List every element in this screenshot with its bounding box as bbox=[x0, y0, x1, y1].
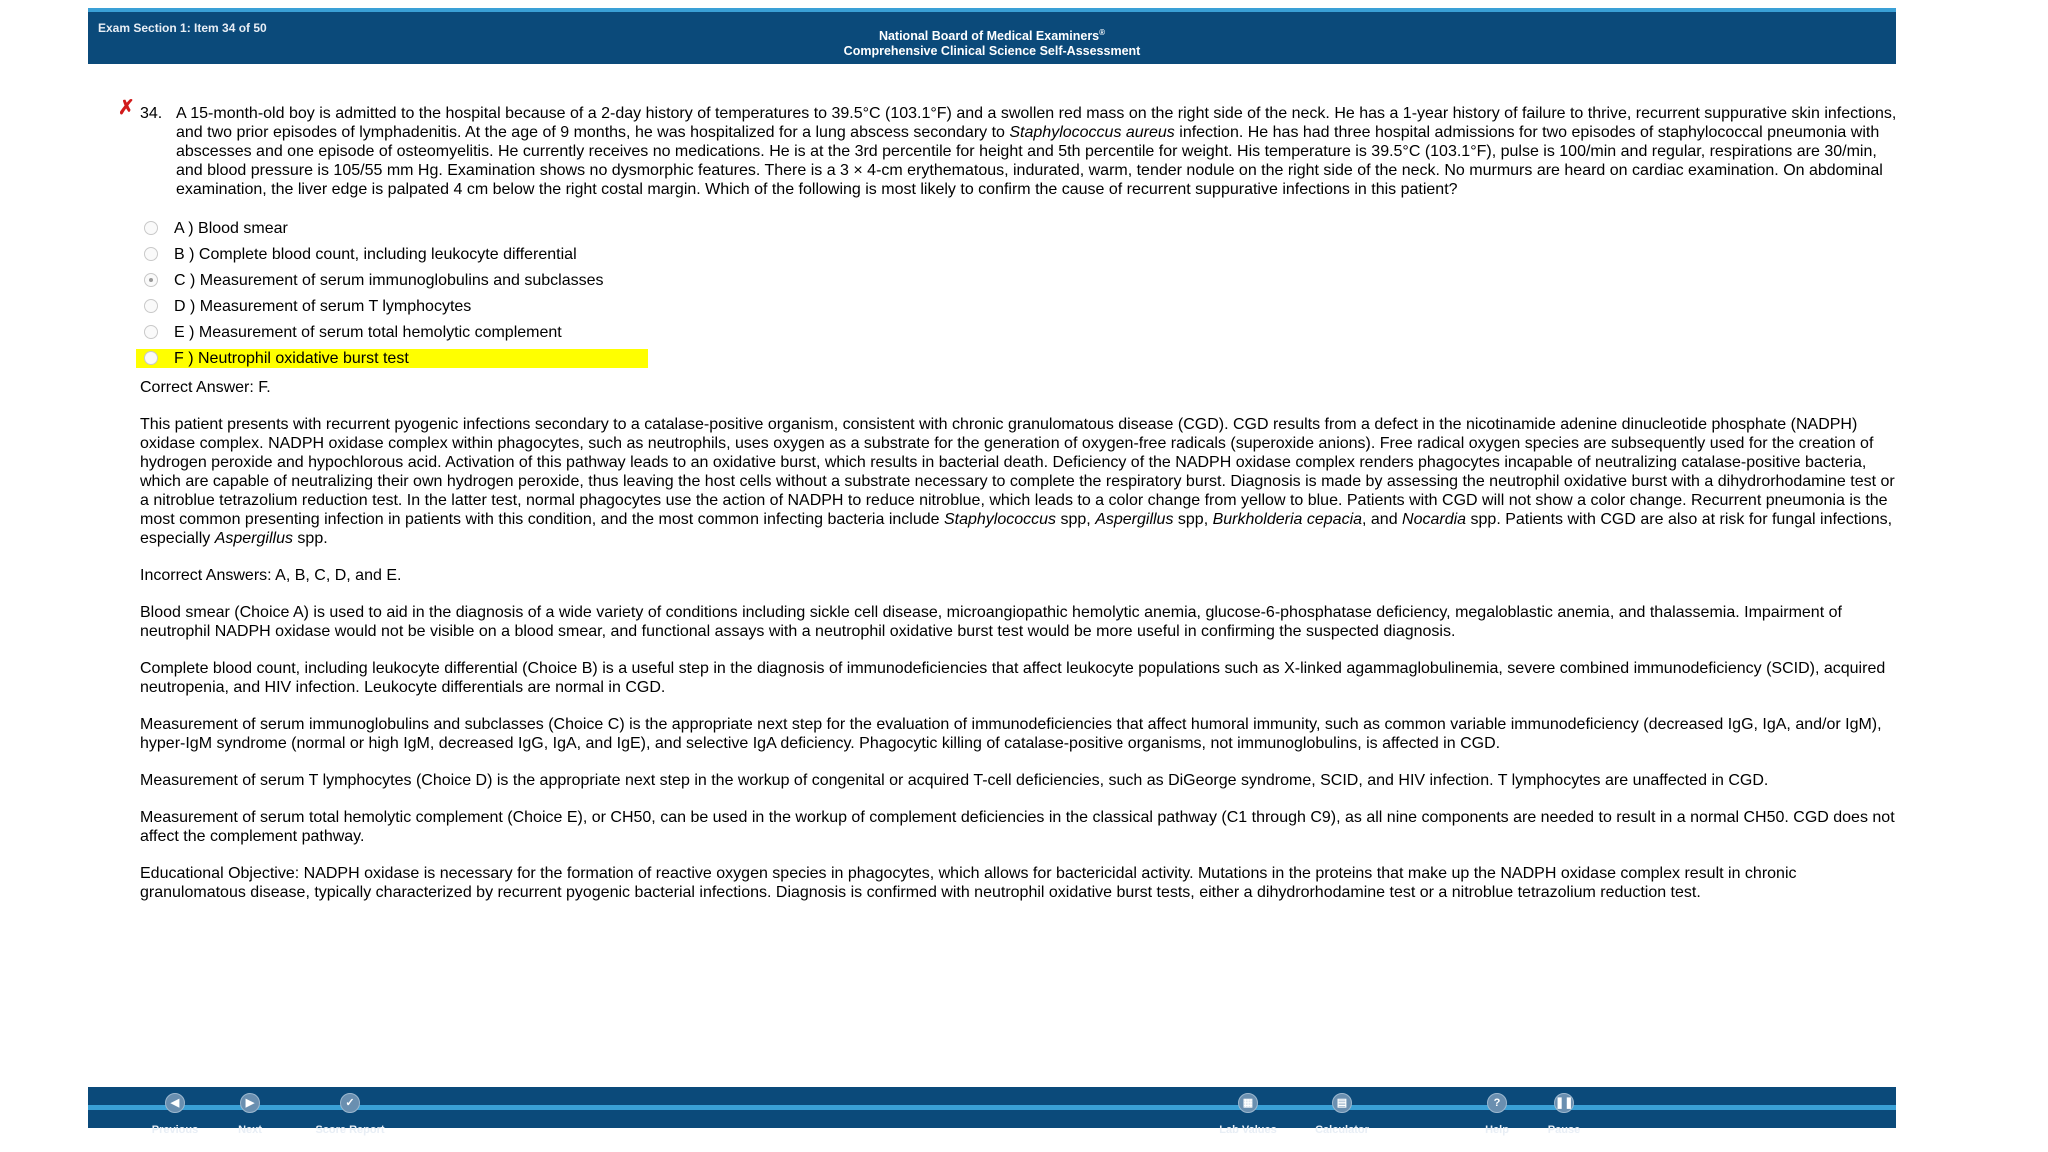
item-info: Exam Section 1: Item 34 of 50 bbox=[98, 21, 267, 35]
explanation-text: , and bbox=[1362, 511, 1403, 528]
exam-title bbox=[88, 25, 1896, 59]
calculator-button[interactable] bbox=[1300, 1087, 1384, 1136]
help-icon: ? bbox=[1487, 1093, 1507, 1113]
option-letter: B ) bbox=[174, 246, 195, 263]
explanation-italic: Nocardia bbox=[1402, 511, 1467, 528]
pause-icon: ❚❚ bbox=[1554, 1093, 1574, 1113]
explanation-main bbox=[140, 415, 1900, 548]
next-arrow-icon: ▶ bbox=[240, 1093, 260, 1113]
educational-objective: Educational Objective: NADPH oxidase is necessary for the formation of reactive oxygen species in phagocytes, which allows for bactericidal activity. Mutations in the proteins that make up the NADPH oxidase complex result in chronic granulomatous disease, typically characterized by recurrent pyogenic bacterial infections. Diagnosis is confirmed with neutrophil oxidative burst tests, either a dihydrorhodamine test or a nitroblue tetrazolium reduction test. bbox=[140, 865, 1797, 901]
correct-answer: Correct Answer: F. bbox=[140, 379, 271, 396]
explanation-text: spp, bbox=[1173, 511, 1213, 528]
pause-label: Pause bbox=[1547, 1124, 1581, 1136]
question-stem bbox=[140, 104, 1900, 199]
radio-f[interactable] bbox=[144, 351, 158, 365]
exam-title-line2: Comprehensive Clinical Science Self-Assessment bbox=[843, 44, 1141, 59]
option-c[interactable] bbox=[140, 271, 654, 290]
incorrect-answers: Incorrect Answers: A, B, C, D, and E. bbox=[140, 567, 402, 584]
explanation-choice-c: Measurement of serum immunoglobulins and subclasses (Choice C) is the appropriate next step for the evaluation of immunodeficiencies that affect humoral immunity, such as common variable immunodeficiency (decreased IgG, IgA, and/or IgM), hyper-IgM syndrome (normal or high IgM, decreased IgG, IgA, and IgE), and selective IgA deficiency. Phagocytic killing of catalase-positive organisms, not immunoglobulins, is affected in CGD. bbox=[140, 716, 1882, 752]
help-label: Help bbox=[1485, 1124, 1509, 1136]
option-letter: D ) bbox=[174, 298, 196, 315]
option-a[interactable] bbox=[140, 219, 654, 238]
stem-italic: Staphylococcus aureus bbox=[1009, 124, 1175, 141]
pause-button[interactable] bbox=[1534, 1087, 1594, 1136]
calculator-label: Calculator bbox=[1315, 1124, 1369, 1136]
radio-d[interactable] bbox=[144, 299, 158, 313]
option-letter: F ) bbox=[174, 350, 194, 367]
option-text: Neutrophil oxidative burst test bbox=[198, 350, 409, 367]
question-content bbox=[140, 104, 1900, 902]
explanation-choice-e: Measurement of serum total hemolytic complement (Choice E), or CH50, can be used in the workup of complement deficiencies in the classical pathway (C1 through C9), as all nine components are needed to result in a normal CH50. CGD does not affect the complement pathway. bbox=[140, 809, 1895, 845]
option-b[interactable] bbox=[140, 245, 654, 264]
exam-header-bar bbox=[88, 8, 1896, 64]
explanation-choice-d: Measurement of serum T lymphocytes (Choice D) is the appropriate next step in the workup of congenital or acquired T-cell deficiencies, such as DiGeorge syndrome, SCID, and HIV infection. T lymphocytes are unaffected in CGD. bbox=[140, 772, 1769, 789]
explanation-italic: Aspergillus bbox=[1095, 511, 1174, 528]
lab-values-icon: ▦ bbox=[1238, 1093, 1258, 1113]
explanation-text: This patient presents with recurrent pyogenic infections secondary to a catalase-positive organism, consistent with chronic granulomatous disease (CGD). CGD results from a defect in the nicotinamide adenine dinucleotide phosphate (NADPH) oxidase complex. NADPH oxidase complex within phagocytes, such as neutrophils, uses oxygen as a substrate for the generation of oxygen-free radicals (superoxide anions). Free radical oxygen species are subsequently used for the creation of hydrogen peroxide and hypochlorous acid. Activation of this pathway leads to an oxidative burst, which results in bacterial death. Deficiency of the NADPH oxidase complex renders phagocytes incapable of neutralizing catalase-positive bacteria, which are capable of neutralizing their own hydrogen peroxide, thus leaving the host cells without a substrate necessary to complete the respiratory burst. Diagnosis is made by assessing the neutrophil oxidative burst with a dihydrorhodamine test or a nitroblue tetrazolium reduction test. In the latter test, normal phagocytes use the action of NADPH to reduce nitroblue, which leads to a color change from yellow to blue. Patients with CGD will not show a color change. Recurrent pneumonia is the most common presenting infection in patients with this condition, and the most common infecting bacteria include bbox=[140, 416, 1895, 528]
explanation-italic: Burkholderia cepacia bbox=[1212, 511, 1363, 528]
explanation-text: spp. bbox=[292, 530, 328, 547]
next-button[interactable] bbox=[222, 1087, 278, 1136]
explanation-choice-a: Blood smear (Choice A) is used to aid in the diagnosis of a wide variety of conditions including sickle cell disease, microangiopathic hemolytic anemia, glucose-6-phosphatase deficiency, megaloblastic anemia, and thalassemia. Impairment of neutrophil NADPH oxidase would not be visible on a blood smear, and functional assays with a neutrophil oxidative burst test would be more useful in confirming the suspected diagnosis. bbox=[140, 604, 1842, 640]
lab-values-button[interactable] bbox=[1208, 1087, 1288, 1136]
stem-text-b: infection. He has had three hospital admissions for two episodes of staphylococcal pneumonia with abscesses and one episode of osteomyelitis. He currently receives no medications. He is at the 3rd percentile for height and 5th percentile for weight. His temperature is 39.5°C (103.1°F), pulse is 100/min and regular, respirations are 30/min, and blood pressure is 105/55 mm Hg. Examination shows no dysmorphic features. There is a 3 × 4-cm erythematous, indurated, warm, tender nodule on the right side of the neck. No murmurs are heard on cardiac examination. On abdominal examination, the liver edge is palpated 4 cm below the right costal margin. Which of the following is most likely to confirm the cause of recurrent suppurative infections in this patient? bbox=[176, 124, 1883, 198]
option-letter: C ) bbox=[174, 272, 196, 289]
stem-text-a: A 15-month-old boy is admitted to the hospital because of a 2-day history of temperatures to 39.5°C (103.1°F) and a swollen red mass on the right side of the neck. He has a 1-year history of failure to thrive, recurrent suppurative skin infections, and two prior episodes of lymphadenitis. At the age of 9 months, he was hospitalized for a lung abscess secondary to bbox=[176, 105, 1897, 141]
radio-a[interactable] bbox=[144, 221, 158, 235]
option-e[interactable] bbox=[140, 323, 654, 342]
previous-button[interactable] bbox=[140, 1087, 210, 1136]
radio-e[interactable] bbox=[144, 325, 158, 339]
option-text: Measurement of serum total hemolytic complement bbox=[198, 324, 562, 341]
option-text: Complete blood count, including leukocyte differential bbox=[198, 246, 577, 263]
explanation-italic: Staphylococcus bbox=[943, 511, 1057, 528]
calculator-icon: ▤ bbox=[1332, 1093, 1352, 1113]
explanation-text: spp, bbox=[1056, 511, 1096, 528]
checkmark-icon: ✓ bbox=[340, 1093, 360, 1113]
radio-b[interactable] bbox=[144, 247, 158, 261]
option-text: Measurement of serum immunoglobulins and subclasses bbox=[199, 272, 604, 289]
previous-arrow-icon: ◀ bbox=[165, 1093, 185, 1113]
answer-options bbox=[140, 219, 1900, 368]
exam-title-line1: National Board of Medical Examiners bbox=[878, 29, 1100, 44]
score-report-button[interactable] bbox=[300, 1087, 400, 1136]
help-button[interactable] bbox=[1472, 1087, 1522, 1136]
option-letter: E ) bbox=[174, 324, 195, 341]
option-text: Measurement of serum T lymphocytes bbox=[199, 298, 472, 315]
explanation-text: spp. Patients with CGD are also at risk for fungal infections, especially bbox=[140, 511, 1893, 547]
option-text: Blood smear bbox=[198, 220, 288, 237]
question-number: 34. bbox=[140, 105, 163, 122]
score-report-label: Score Report bbox=[315, 1124, 385, 1136]
previous-label: Previous bbox=[151, 1124, 199, 1136]
navigation-bar bbox=[88, 1087, 1896, 1136]
red-x-icon: ✗ bbox=[118, 97, 135, 119]
option-f-correct[interactable] bbox=[136, 349, 648, 368]
option-letter: A ) bbox=[174, 220, 194, 237]
radio-c-selected[interactable] bbox=[144, 273, 158, 287]
option-d[interactable] bbox=[140, 297, 654, 316]
explanation-italic: Aspergillus bbox=[214, 530, 293, 547]
next-label: Next bbox=[238, 1124, 262, 1136]
registered-mark: ® bbox=[1099, 28, 1106, 37]
explanation-choice-b: Complete blood count, including leukocyte differential (Choice B) is a useful step in the diagnosis of immunodeficiencies that affect leukocyte populations such as X-linked agammaglobulinemia, severe combined immunodeficiency (SCID), acquired neutropenia, and HIV infection. Leukocyte differentials are normal in CGD. bbox=[140, 660, 1886, 696]
lab-values-label: Lab Values bbox=[1219, 1124, 1277, 1136]
